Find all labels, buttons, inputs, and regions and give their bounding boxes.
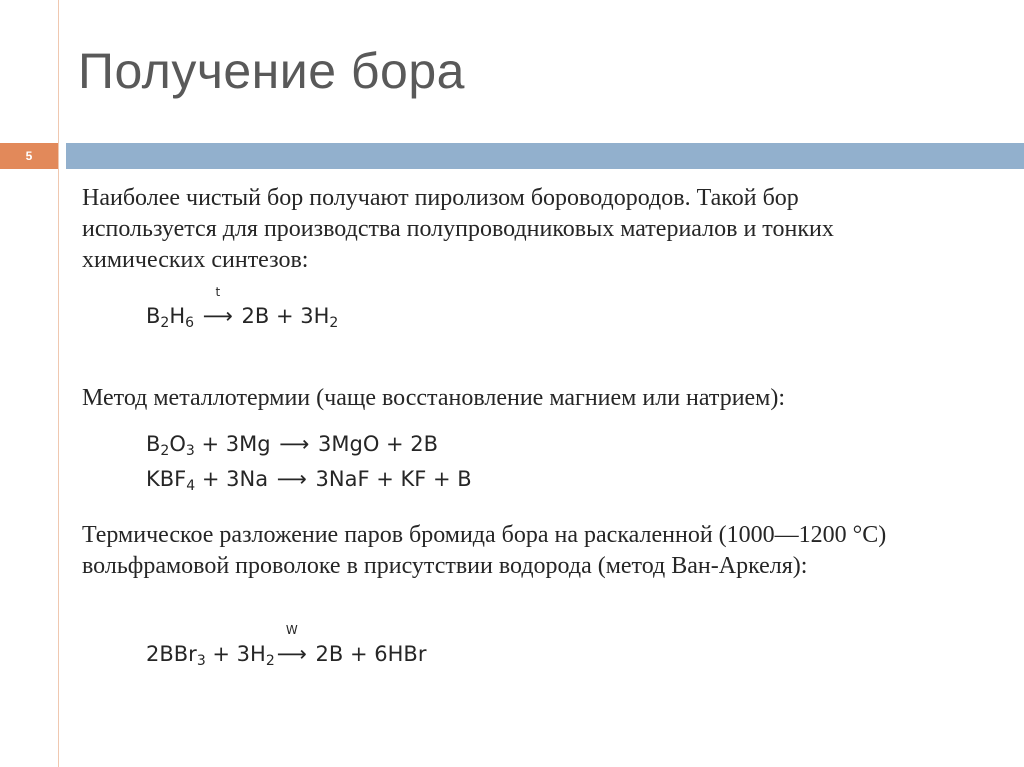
paragraph-metallothermy: Метод металлотермии (чаще восстановление магнием или натрием): [82,385,786,411]
left-guide-line [58,0,59,767]
paragraph-van-arkel: Термическое разложение паров бромида бора на раскаленной (1000—1200 °С) вольфрамовой проволоке в присутствии водорода (метод Ван-Аркеля): [82,522,887,579]
eq3-products: 3NaF + KF + B [308,467,472,491]
slide-title: Получение бора [78,43,465,99]
paragraph-pyrolysis: Наиболее чистый бор получают пиролизом бороводородов. Такой бор используется для производства полупроводниковых материалов и тонких химических синтезов: [82,185,834,273]
equation-diborane-pyrolysis [146,285,339,331]
eq4-products: 2B + 6HBr [308,642,427,666]
eq1-reactant: $B_2H_6$ [146,304,195,331]
eq4-condition: W [285,623,298,637]
equation-boron-oxide-magnesium [146,431,438,457]
eq2-products: 3MgO + 2B [311,432,439,456]
eq4-arrow: W ⟶ [276,623,307,666]
eq1-arrow: t ⟶ [202,285,233,328]
eq3-arrow: ⟶ [276,467,307,491]
header-bar [0,143,1024,169]
eq4-reactants: $2BBr_3 + 3H_2$ [146,642,275,669]
eq2-reactants: $B_2O_3 + 3Mg$ [146,432,278,459]
equation-boron-bromide-reduction [146,623,427,669]
eq1-condition: t [215,285,221,299]
header-band [66,143,1024,169]
slide-number: 5 [0,143,58,169]
eq1-products: $2B + 3H_2$ [241,304,339,331]
eq3-reactants: $KBF_4 + 3Na$ [146,467,275,494]
equation-kbf4-sodium [146,466,472,492]
eq2-arrow: ⟶ [279,432,310,456]
